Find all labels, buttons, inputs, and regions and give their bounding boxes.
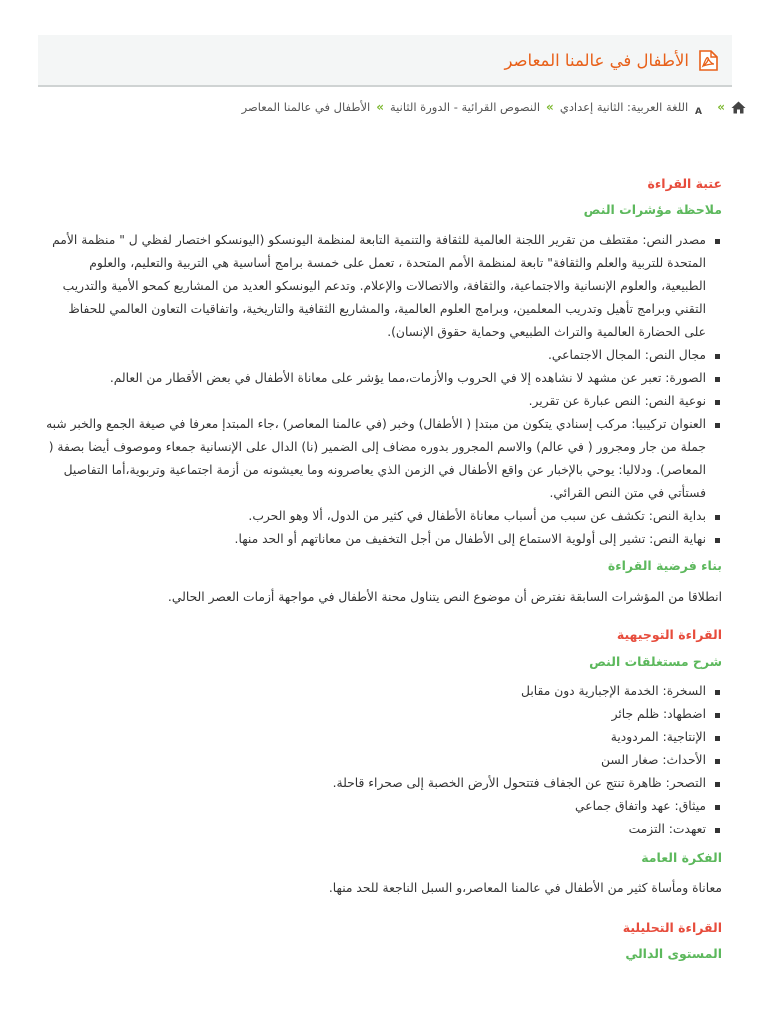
- hypothesis-heading: بناء فرضية القراءة: [607, 558, 722, 573]
- list-item: السخرة: الخدمة الإجبارية دون مقابل: [46, 680, 722, 703]
- breadcrumb-separator: »: [546, 100, 554, 114]
- semantic-level-heading: المستوى الدالي: [625, 946, 722, 961]
- guided-reading-heading: القراءة التوجيهية: [616, 627, 722, 642]
- breadcrumb-item-unit[interactable]: النصوص القرائية - الدورة الثانية: [390, 100, 541, 114]
- list-item: ميثاق: عهد واتفاق جماعي: [46, 795, 722, 818]
- breadcrumb-item-current: الأطفال في عالمنا المعاصر: [241, 100, 371, 114]
- page-title: الأطفال في عالمنا المعاصر: [504, 50, 689, 70]
- list-item: العنوان تركيبيا: مركب إسنادي يتكون من مبتدإ ( الأطفال) وخبر (في عالمنا المعاصر) ،جاء المبتدإ معرفا في صيغة الجمع والخبر شبه جملة من جار ومجرور ( في عالم) والاسم المجرور بدوره مضاف إلى الضمير (نا) الدال على الإنسانية جمعاء وموصوف أيضا بصفة ( المعاصر). ودلاليا: يوحي بالإخبار عن واقع الأطفال في الزمن الذي يعاصرونه وما يعيشونه من أزمة اجتماعية وتربوية،أما التفاصيل فستأتي في متن النص القرائي.: [46, 413, 722, 505]
- breadcrumb-separator: »: [717, 100, 725, 114]
- list-item: الصورة: تعبر عن مشهد لا نشاهده إلا في الحروب والأزمات،مما يؤشر على معاناة الأطفال في بعض الأقطار من العالم.: [46, 367, 722, 390]
- vocab-list: [46, 680, 722, 841]
- breadcrumb: [242, 98, 746, 116]
- list-item: نهاية النص: تشير إلى أولوية الاستماع إلى الأطفال من أجل التخفيف من معاناتهم أو الحد منها.: [46, 528, 722, 551]
- breadcrumb-separator: »: [376, 100, 385, 114]
- threshold-heading: عتبة القراءة: [647, 176, 722, 191]
- list-item: الإنتاجية: المردودية: [46, 726, 722, 749]
- hypothesis-text: انطلاقا من المؤشرات السابقة نفترض أن موضوع النص يتناول محنة الأطفال في مواجهة أزمات العصر الحالي.: [167, 590, 722, 604]
- translate-icon: [694, 100, 711, 115]
- list-item: اضطهاد: ظلم جائر: [46, 703, 722, 726]
- pdf-icon[interactable]: [699, 50, 718, 71]
- list-item: نوعية النص: النص عبارة عن تقرير.: [46, 390, 722, 413]
- list-item: مصدر النص: مقتطف من تقرير اللجنة العالمية للثقافة والتنمية التابعة لمنظمة اليونسكو (اليونسكو اختصار لفظي ل " منظمة الأمم المتحدة للتربية والعلم والثقافة" تابعة لمنظمة الأمم المتحدة ، تعمل على خمسة برامج أساسية هي التربية والتعليم، والعلوم الطبيعية، والعلوم الإنسانية والاجتماعية، والثقافة، والاتصالات والإعلام. وتدعم اليونسكو العديد من المشاريع كمحو الأمية والتدريب التقني وبرامج تأهيل وتدريب المعلمين، وبرامج العلوم العالمية، والمشاريع الثقافية والتاريخية، واتفاقيات التعاون العالمي للحفاظ على الحضارة العالمية والتراث الطبيعي وحماية حقوق الإنسان).: [46, 229, 722, 344]
- analytic-reading-heading: القراءة التحليلية: [622, 920, 722, 935]
- list-item: بداية النص: تكشف عن سبب من أسباب معاناة الأطفال في كثير من الدول، ألا وهو الحرب.: [46, 505, 722, 528]
- vocab-heading: شرح مستغلقات النص: [589, 654, 722, 669]
- list-item: الأحداث: صغار السن: [46, 749, 722, 772]
- list-item: مجال النص: المجال الاجتماعي.: [46, 344, 722, 367]
- svg-text:A: A: [695, 106, 703, 115]
- general-idea-text: معاناة ومأساة كثير من الأطفال في عالمنا المعاصر،و السبل الناجعة للحد منها.: [328, 881, 722, 895]
- list-item: التصحر: ظاهرة تنتج عن الجفاف فتتحول الأرض الخصبة إلى صحراء قاحلة.: [46, 772, 722, 795]
- observe-list: [46, 229, 722, 551]
- general-idea-heading: الفكرة العامة: [641, 850, 722, 865]
- breadcrumb-item-subject[interactable]: اللغة العربية: الثانية إعدادي: [559, 100, 689, 114]
- observe-heading: ملاحظة مؤشرات النص: [583, 202, 722, 217]
- title-bar: [38, 35, 732, 87]
- list-item: تعهدت: التزمت: [46, 818, 722, 841]
- home-icon[interactable]: [731, 101, 746, 114]
